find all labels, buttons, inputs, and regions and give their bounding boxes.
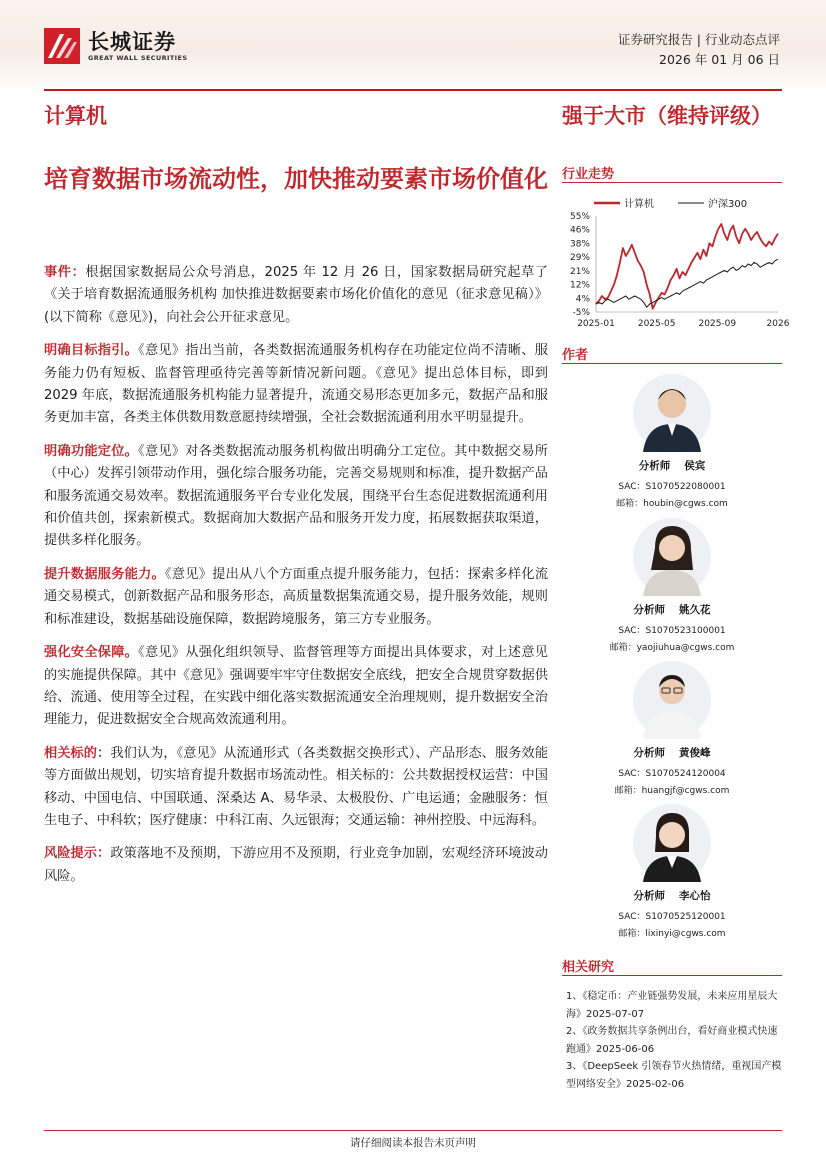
- analyst-email[interactable]: 邮箱：houbin@cgws.com: [616, 499, 728, 509]
- y-tick-label: 38%: [569, 239, 590, 250]
- industry-trend-chart: [556, 192, 790, 342]
- analyst-email[interactable]: 邮箱：huangjf@cgws.com: [614, 786, 730, 796]
- related-list: [566, 988, 782, 1093]
- report-type: 证券研究报告 | 行业动态点评: [617, 32, 780, 47]
- related-divider: [562, 975, 782, 976]
- avatar: [633, 661, 711, 739]
- related-item[interactable]: 2、《政务数据共享条例出台，看好商业模式快速跑通》2025-06-06: [566, 1026, 778, 1055]
- paragraph-text: 我们认为，《意见》从流通形式（各类数据交换形式）、产品形态、服务效能等方面做出规划，切实培育提升数据市场流动性。相关标的：公共数据授权运营：中国移动、中国电信、中国联通、深桑达 A、易华录、太极股份、广电运通；金融服务：恒生电子、中科软；医疗健康：中科江南、久远银海；交通运输：神州控股、中远海科。: [44, 745, 549, 828]
- header-meta: [618, 30, 780, 70]
- paragraph-text: 《意见》从强化组织领导、监督管理等方面提出具体要求，对上述意见的实施提供保障。其中《意见》强调要牢牢守住数据安全底线，把安全合规贯穿数据供给、流通、使用等全过程，在实践中细化落实数据流通安全治理规则，提升数据安全治理能力，促进数据安全合规高效流通利用。: [44, 645, 548, 728]
- analyst-name: 侯宾: [684, 460, 706, 472]
- paragraph-text: 《意见》提出从八个方面重点提升服务能力，包括：探索多样化流通交易模式，创新数据产品和服务形态，高质量数据集流通交易，提升服务效能，规则和标准建设，数据基础设施保障，数据跨境服务，第三方专业服务。: [44, 566, 549, 627]
- x-tick-label: 2025-09: [698, 319, 737, 329]
- paragraph-lead: 风险提示：: [44, 846, 111, 862]
- analyst-email[interactable]: 邮箱：yaojiuhua@cgws.com: [609, 643, 735, 653]
- footer-disclaimer: 请仔细阅读本报告末页声明: [350, 1137, 476, 1149]
- analyst-name: 黄俊峰: [679, 747, 711, 759]
- analyst-card: [562, 374, 782, 513]
- analyst-sac: SAC：S1070522080001: [618, 482, 726, 492]
- y-tick-label: 55%: [569, 212, 590, 222]
- analyst-card: [562, 661, 782, 800]
- trend-label: 行业走势: [562, 167, 615, 182]
- paragraph-lead: 明确目标指引。: [44, 343, 139, 359]
- logo-mark-icon: [44, 28, 80, 64]
- analyst-email[interactable]: 邮箱：lixinyi@cgws.com: [618, 929, 726, 939]
- y-tick-label: 46%: [569, 225, 590, 236]
- paragraph-lead: 相关标的：: [44, 745, 111, 761]
- y-tick-label: 29%: [569, 253, 590, 264]
- analyst-role: 分析师: [638, 460, 671, 472]
- analyst-name: 李心怡: [679, 890, 711, 902]
- logo-text-en: GREAT WALL SECURITIES: [88, 54, 188, 62]
- footer-divider: [44, 1130, 782, 1131]
- paragraph-text: 政策落地不及预期，下游应用不及预期，行业竞争加剧，宏观经济环境波动风险。: [44, 846, 548, 884]
- analyst-sac: SAC：S1070524120004: [618, 769, 726, 779]
- avatar: [633, 518, 711, 596]
- related-item[interactable]: 1、《稳定币：产业链强势发展，未来应用星辰大海》2025-07-07: [566, 991, 778, 1020]
- paragraph-lead: 强化安全保障。: [44, 645, 139, 661]
- series-line: [596, 259, 778, 307]
- sector-name: 计算机: [44, 104, 107, 128]
- logo-text-cn: 长城证券: [88, 30, 176, 54]
- paragraph-lead: 事件：: [44, 265, 86, 280]
- analyst-role: 分析师: [633, 747, 665, 759]
- series-line: [596, 224, 778, 309]
- analyst-role: 分析师: [633, 890, 665, 902]
- paragraph-event: [44, 262, 548, 329]
- trend-divider: [562, 182, 782, 183]
- y-tick-label: 21%: [569, 266, 590, 277]
- authors-label: 作者: [562, 348, 589, 363]
- authors-divider: [562, 363, 782, 364]
- report-date: 2026 年 01 月 06 日: [659, 52, 780, 67]
- rating-label: 强于大市（维持评级）: [562, 104, 772, 128]
- related-item[interactable]: 3、《DeepSeek 引领春节火热情绪，重视国产模型网络安全》2025-02-06: [566, 1061, 782, 1090]
- analyst-card: [562, 804, 782, 943]
- paragraph-targets: [44, 743, 548, 833]
- analyst-role: 分析师: [633, 604, 665, 616]
- paragraph-goal: [44, 340, 548, 430]
- paragraph-security: [44, 642, 548, 732]
- x-tick-label: 2025-01: [577, 319, 615, 329]
- analyst-card: [562, 518, 782, 657]
- x-tick-label: 2025-05: [637, 319, 676, 329]
- paragraph-capability: [44, 564, 548, 631]
- paragraph-text: 根据国家数据局公众号消息，2025 年 12 月 26 日，国家数据局研究起草了《关于培育数据流通服务机构 加快推进数据要素市场化价值化的意见（征求意见稿）》(以下简称《意见》)，向社会公开征求意见。: [44, 265, 548, 325]
- paragraph-risk: [44, 843, 548, 888]
- header-divider: [44, 89, 782, 91]
- y-tick-label: -5%: [572, 308, 590, 318]
- paragraph-lead: 明确功能定位。: [44, 443, 139, 459]
- legend-label: 计算机: [624, 199, 654, 210]
- report-title: 培育数据市场流动性，加快推动要素市场价值化: [44, 165, 548, 193]
- y-tick-label: 12%: [569, 280, 590, 291]
- analyst-name: 姚久花: [679, 604, 711, 616]
- y-tick-label: 4%: [575, 294, 590, 305]
- paragraph-function: [44, 441, 548, 553]
- paragraph-text: 《意见》指出当前，各类数据流通服务机构存在功能定位尚不清晰、服务能力仍有短板、监督管理亟待完善等新情况新问题。《意见》提出总体目标，即到 2029 年底，数据流通服务机构能力显著提升，流通交易形态更加多元，数据产品和服务更加丰富，各类主体供数用数意愿持续增强，全社会数据流通利用水平明显提升。: [44, 343, 548, 426]
- x-tick-label: 2026: [766, 319, 790, 329]
- avatar: [633, 374, 711, 452]
- related-label: 相关研究: [562, 960, 615, 975]
- analyst-sac: SAC：S1070523100001: [618, 626, 726, 636]
- body-paragraphs: [44, 262, 548, 899]
- legend-label: 沪深300: [708, 199, 748, 210]
- avatar: [633, 804, 711, 882]
- paragraph-text: 《意见》对各类数据流动服务机构做出明确分工定位。其中数据交易所（中心）发挥引领带动作用，强化综合服务功能，完善交易规则和标准，提升数据产品和服务流通交易效率。数据流通服务平台专业化发展，围绕平台生态促进数据流通利用和价值共创，探索新模式。数据商加大数据产品和服务开发力度，拓展数据获取渠道，提供多样化服务。: [44, 443, 548, 549]
- paragraph-lead: 提升数据服务能力。: [44, 566, 165, 582]
- analyst-sac: SAC：S1070525120001: [618, 912, 726, 922]
